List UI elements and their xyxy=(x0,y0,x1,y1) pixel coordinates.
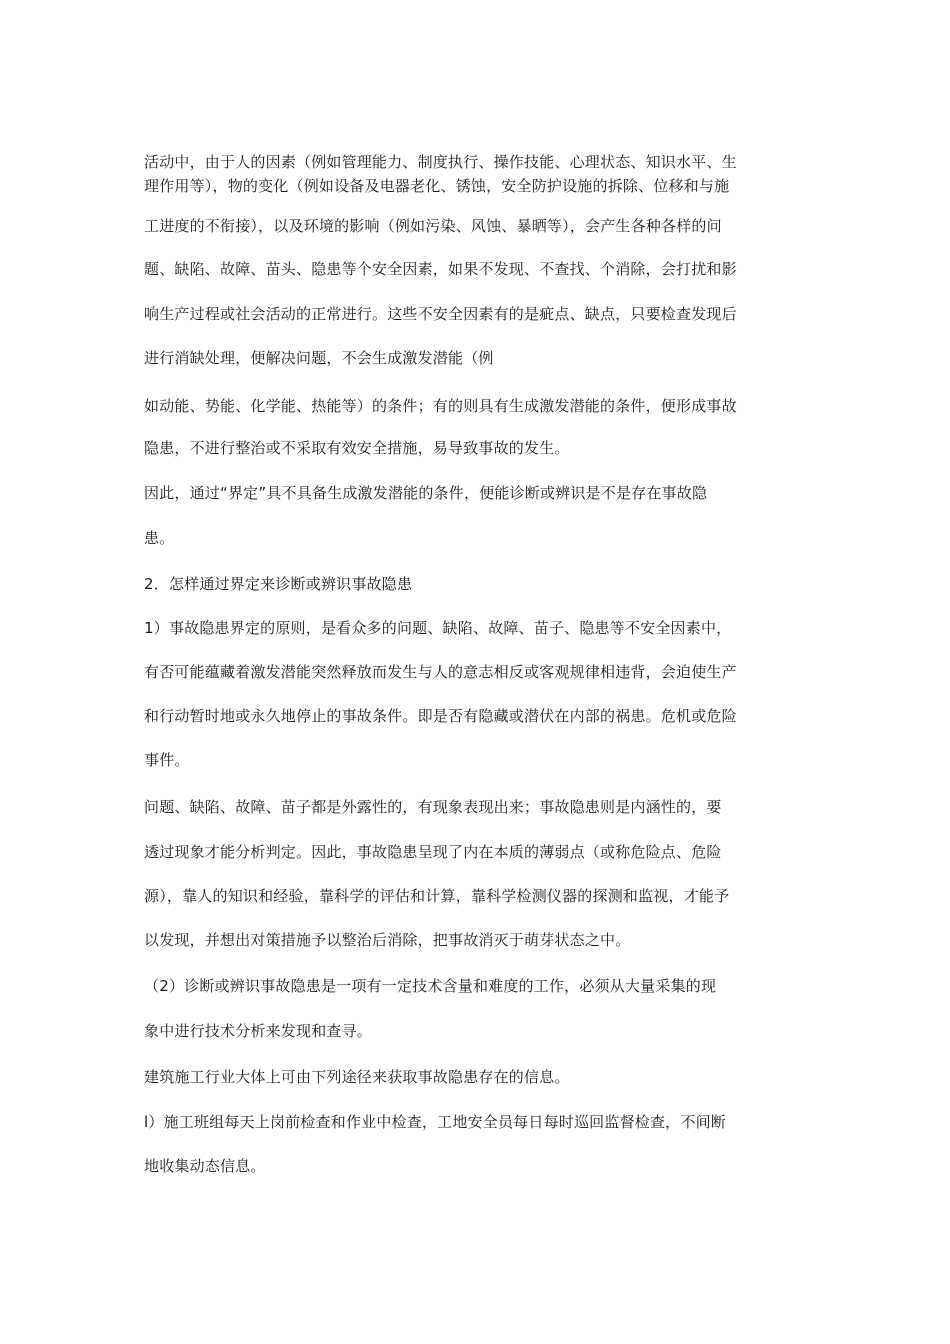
text-line: 地收集动态信息。 xyxy=(144,1157,266,1175)
text-line: 有否可能蕴藏着激发潜能突然释放而发生与人的意志相反或客观规律相违背，会迫使生产 xyxy=(144,663,737,681)
text-line: 如动能、势能、化学能、热能等）的条件；有的则具有生成激发潜能的条件，便形成事故 xyxy=(144,397,737,415)
text-line: （2）诊断或辨识事故隐患是一项有一定技术含量和难度的工作，必须从大量采集的现 xyxy=(144,977,717,995)
text-line: 1）事故隐患界定的原则，是看众多的问题、缺陷、故障、苗子、隐患等不安全因素中， xyxy=(144,619,732,637)
section-heading: 2．怎样通过界定来诊断或辨识事故隐患 xyxy=(144,575,413,593)
text-line: 以发现，并想出对策措施予以整治后消除，把事故消灭于萌芽状态之中。 xyxy=(144,931,631,949)
text-line: 因此，通过“界定”具不具备生成激发潜能的条件，便能诊断或辨识是不是存在事故隐 xyxy=(144,484,708,502)
text-line: 活动中，由于人的因素（例如管理能力、制度执行、操作技能、心理状态、知识水平、生 xyxy=(144,153,737,171)
text-line: 响生产过程或社会活动的正常进行。这些不安全因素有的是疵点、缺点，只要检查发现后 xyxy=(144,305,737,323)
text-line: 隐患，不进行整治或不采取有效安全措施，易导致事故的发生。 xyxy=(144,439,570,457)
text-line: 象中进行技术分析来发现和查寻。 xyxy=(144,1022,373,1040)
text-line: 理作用等），物的变化（例如设备及电器老化、锈蚀，安全防护设施的拆除、位移和与施 xyxy=(144,177,730,195)
text-line: 进行消缺处理，便解决问题，不会生成激发潜能（例 xyxy=(144,349,494,367)
text-line: 患。 xyxy=(144,529,175,547)
text-line: 透过现象才能分析判定。因此，事故隐患呈现了内在本质的薄弱点（或称危险点、危险 xyxy=(144,843,722,861)
text-line: 题、缺陷、故障、苗头、隐患等个安全因素，如果不发现、不查找、个消除，会打扰和影 xyxy=(144,260,737,278)
text-line: 问题、缺陷、故障、苗子都是外露性的，有现象表现出来；事故隐患则是内涵性的，要 xyxy=(144,798,722,816)
text-line: 建筑施工行业大体上可由下列途径来获取事故隐患存在的信息。 xyxy=(144,1068,570,1086)
text-line: 事件。 xyxy=(144,751,190,769)
text-line: 源），靠人的知识和经验，靠科学的评估和计算，靠科学检测仪器的探测和监视，才能予 xyxy=(144,887,730,905)
text-line: l）施工班组每天上岗前检查和作业中检查，工地安全员每日每时巡回监督检查，不间断 xyxy=(144,1113,726,1131)
text-line: 和行动暂时地或永久地停止的事故条件。即是否有隐藏或潜伏在内部的祸患。危机或危险 xyxy=(144,707,737,725)
text-line: 工进度的不衔接），以及环境的影响（例如污染、风蚀、暴晒等），会产生各种各样的问 xyxy=(144,217,722,235)
